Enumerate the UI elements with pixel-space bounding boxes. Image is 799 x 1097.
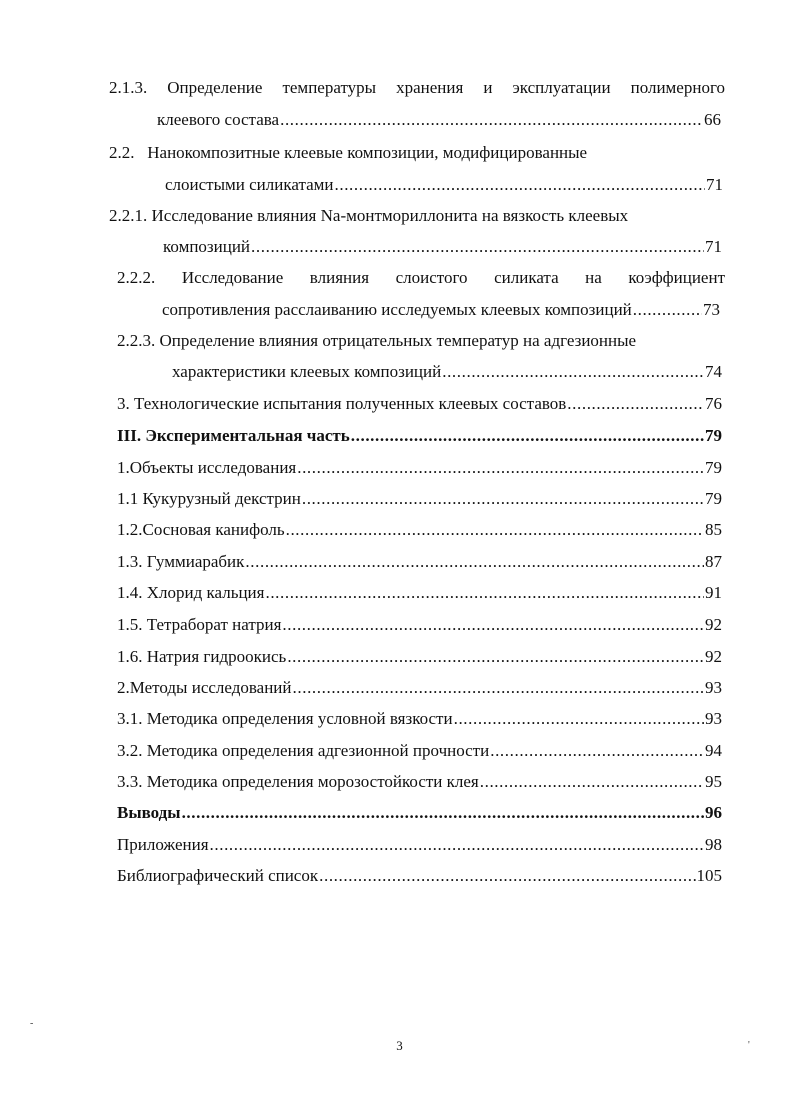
toc-entry-text: 3. Технологические испытания полученных клеевых составов: [117, 394, 567, 413]
toc-entry-1-5: [117, 615, 722, 635]
toc-leader-dots: [480, 772, 704, 792]
toc-page-number: 76: [705, 394, 722, 413]
toc-leader-dots: [282, 615, 704, 635]
toc-page-number: 94: [705, 741, 722, 760]
toc-entry-1: [117, 458, 722, 478]
toc-leader-dots: [182, 803, 704, 823]
toc-entry-3: [117, 394, 722, 414]
toc-page-number: 93: [705, 709, 722, 728]
toc-leader-dots: [302, 489, 704, 509]
toc-entry-text: 1.6. Натрия гидроокись: [117, 647, 287, 666]
toc-entry-2-1-3-line1: [109, 78, 725, 98]
toc-entry-text: 2.Методы исследований: [117, 678, 292, 697]
scan-speck-left: -: [30, 1018, 34, 1029]
toc-entry-text: 1.3. Гуммиарабик: [117, 552, 245, 571]
toc-entry-2-2-1: [163, 237, 722, 257]
toc-page-number: 93: [705, 678, 722, 697]
toc-page-number: 92: [705, 647, 722, 666]
toc-page-number: 79: [705, 458, 722, 477]
toc-entry-text: 3.1. Методика определения условной вязкости: [117, 709, 453, 728]
toc-leader-dots: [454, 709, 704, 729]
toc-entry-text: 3.3. Методика определения морозостойкости клея: [117, 772, 479, 791]
toc-leader-dots: [251, 237, 704, 257]
toc-leader-dots: [490, 741, 704, 761]
toc-entry-text: характеристики клеевых композиций: [172, 362, 442, 381]
toc-leader-dots: [245, 552, 704, 572]
toc-leader-dots: [442, 362, 704, 382]
toc-entry-section-3: [117, 426, 722, 446]
toc-page-number: 105: [696, 866, 722, 885]
toc-entry-text: Библиографический список: [117, 866, 319, 885]
toc-page-number: 71: [706, 175, 723, 194]
toc-entry-text: клеевого состава: [157, 110, 280, 129]
toc-entry-3-2: [117, 741, 722, 761]
toc-entry-2-2-3: [172, 362, 722, 382]
toc-entry-text: 1.2.Сосновая канифоль: [117, 520, 285, 539]
toc-page-number: 74: [705, 362, 722, 381]
toc-entry-text: композиций: [163, 237, 251, 256]
toc-leader-dots: [280, 110, 703, 130]
toc-entry-text: 2.1.3. Определение температуры хранения и эксплуатации полимерного: [109, 78, 725, 97]
scan-speck-right: ': [748, 1040, 750, 1051]
toc-entry-bibliography: [117, 866, 722, 886]
toc-leader-dots: [567, 394, 704, 414]
toc-entry-text: 1.4. Хлорид кальция: [117, 583, 265, 602]
toc-leader-dots: [319, 866, 695, 886]
toc-entry-text: 1.5. Тетраборат натрия: [117, 615, 282, 634]
toc-entry-text: 2.2. Нанокомпозитные клеевые композиции, модифицированные: [109, 143, 588, 162]
toc-entry-text: Приложения: [117, 835, 209, 854]
toc-leader-dots: [265, 583, 704, 603]
toc-page-number: 66: [704, 110, 721, 129]
toc-entry-2-2-3-line1: [117, 331, 697, 351]
toc-entry-2-2-1-line1: [109, 206, 689, 226]
toc-entry-2: [117, 678, 722, 698]
toc-page-number: 95: [705, 772, 722, 791]
toc-leader-dots: [335, 175, 706, 195]
toc-entry-text: Выводы: [117, 803, 181, 822]
toc-entry-text: 2.2.1. Исследование влияния Na-монтмориллонита на вязкость клеевых: [109, 206, 629, 225]
toc-entry-text: сопротивления расслаиванию исследуемых клеевых композиций: [162, 300, 632, 319]
toc-page-number: 92: [705, 615, 722, 634]
toc-entry-text: 3.2. Методика определения адгезионной прочности: [117, 741, 490, 760]
toc-entry-text: III. Экспериментальная часть: [117, 426, 350, 445]
toc-entry-1-6: [117, 647, 722, 667]
toc-leader-dots: [351, 426, 704, 446]
toc-entry-2-2-2: [162, 300, 720, 320]
toc-entry-3-3: [117, 772, 722, 792]
toc-entry-2-1-3: [157, 110, 721, 130]
toc-page-number: 79: [705, 426, 722, 445]
toc-entry-1-3: [117, 552, 722, 572]
toc-leader-dots: [287, 647, 704, 667]
toc-entry-text: 1.1 Кукурузный декстрин: [117, 489, 301, 508]
toc-entry-2-2-2-line1: [117, 268, 725, 288]
toc-entry-1-1: [117, 489, 722, 509]
toc-page-number: 85: [705, 520, 722, 539]
toc-page-number: 79: [705, 489, 722, 508]
toc-leader-dots: [633, 300, 702, 320]
toc-page-number: 98: [705, 835, 722, 854]
toc-entry-text: 2.2.2. Исследование влияния слоистого силиката на коэффициент: [117, 268, 725, 287]
toc-entry-2-2-line1: [109, 143, 649, 163]
toc-entry-text: слоистыми силикатами: [165, 175, 334, 194]
toc-page-number: 91: [705, 583, 722, 602]
page-number: 3: [396, 1038, 403, 1053]
toc-entry-text: 2.2.3. Определение влияния отрицательных температур на адгезионные: [117, 331, 637, 350]
toc-entry-appendices: [117, 835, 722, 855]
toc-leader-dots: [297, 458, 704, 478]
toc-page-number: 87: [705, 552, 722, 571]
toc-entry-3-1: [117, 709, 722, 729]
toc-page-number: 96: [705, 803, 722, 822]
toc-page-number: 73: [703, 300, 720, 319]
toc-entry-2-2: [165, 175, 723, 195]
toc-leader-dots: [210, 835, 704, 855]
toc-leader-dots: [293, 678, 704, 698]
toc-page-number: 71: [705, 237, 722, 256]
toc-entry-1-4: [117, 583, 722, 603]
toc-entry-conclusions: [117, 803, 722, 823]
toc-entry-text: 1.Объекты исследования: [117, 458, 297, 477]
toc-entry-1-2: [117, 520, 722, 540]
toc-leader-dots: [286, 520, 704, 540]
